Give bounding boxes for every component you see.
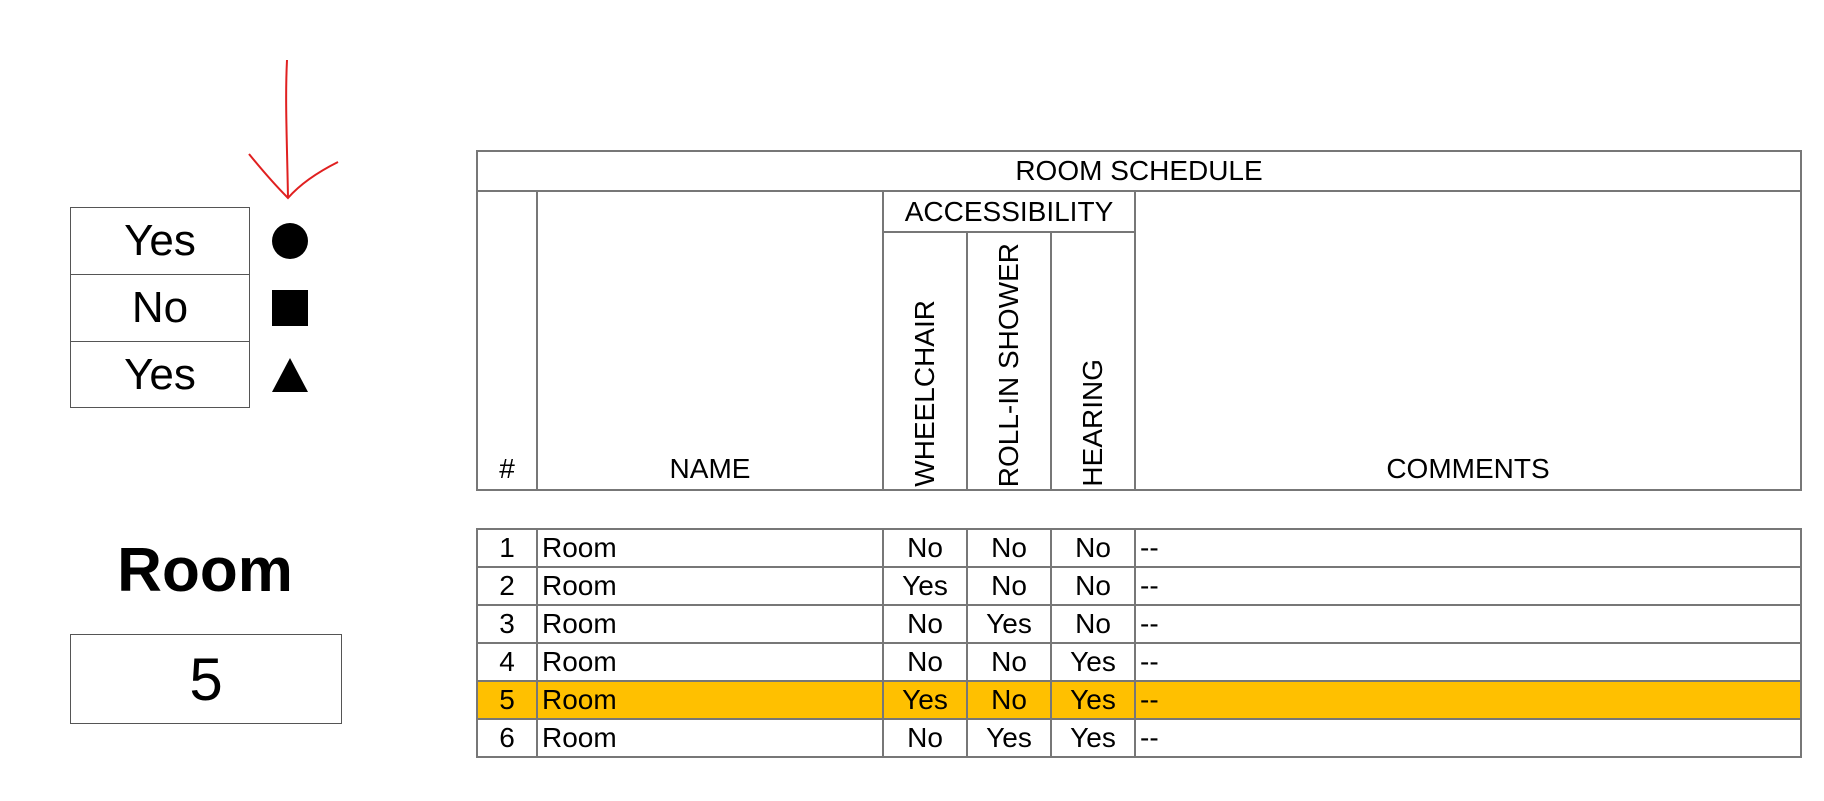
cell-number: 1 (477, 529, 537, 567)
column-header-roll-in-shower-label: ROLL-IN SHOWER (993, 242, 1024, 487)
cell-number: 4 (477, 643, 537, 681)
room-tag-title: Room (117, 536, 293, 605)
column-header-roll-in-shower (967, 232, 1051, 490)
cell-wheelchair: No (883, 719, 967, 757)
room-number-value: 5 (189, 645, 223, 713)
legend (70, 207, 250, 408)
table-row-selected[interactable] (477, 681, 1801, 719)
column-header-name: NAME (537, 191, 883, 490)
cell-name: Room (537, 567, 883, 605)
cell-roll-in-shower: No (967, 643, 1051, 681)
cell-comments: -- (1135, 529, 1801, 567)
cell-name: Room (537, 605, 883, 643)
legend-label: Yes (124, 349, 196, 399)
schedule-body (476, 528, 1802, 758)
cell-name: Room (537, 719, 883, 757)
cell-roll-in-shower: Yes (967, 605, 1051, 643)
cell-hearing: No (1051, 567, 1135, 605)
cell-name: Room (537, 681, 883, 719)
cell-comments: -- (1135, 681, 1801, 719)
cell-hearing: Yes (1051, 719, 1135, 757)
table-row[interactable] (477, 567, 1801, 605)
cell-comments: -- (1135, 567, 1801, 605)
cell-hearing: Yes (1051, 681, 1135, 719)
column-header-wheelchair-label: WHEELCHAIR (909, 300, 940, 487)
cell-hearing: Yes (1051, 643, 1135, 681)
table-row[interactable] (477, 529, 1801, 567)
cell-name: Room (537, 643, 883, 681)
cell-number: 6 (477, 719, 537, 757)
column-header-hearing (1051, 232, 1135, 490)
cell-roll-in-shower: No (967, 567, 1051, 605)
cell-wheelchair: Yes (883, 567, 967, 605)
column-header-comments: COMMENTS (1135, 191, 1801, 490)
cell-wheelchair: No (883, 605, 967, 643)
cell-number: 3 (477, 605, 537, 643)
cell-roll-in-shower: No (967, 529, 1051, 567)
table-row[interactable] (477, 605, 1801, 643)
table-row[interactable] (477, 643, 1801, 681)
legend-row-yes-2 (70, 341, 250, 408)
column-header-number: # (477, 191, 537, 490)
cell-wheelchair: No (883, 643, 967, 681)
circle-icon (271, 222, 309, 260)
square-icon (271, 289, 309, 327)
cell-hearing: No (1051, 605, 1135, 643)
column-header-wheelchair (883, 232, 967, 490)
table-row[interactable] (477, 719, 1801, 757)
column-header-hearing-label: HEARING (1077, 359, 1108, 487)
cell-roll-in-shower: No (967, 681, 1051, 719)
schedule-header (476, 150, 1802, 491)
cell-number: 5 (477, 681, 537, 719)
legend-row-no (70, 274, 250, 341)
cell-hearing: No (1051, 529, 1135, 567)
cell-name: Room (537, 529, 883, 567)
legend-label: No (131, 283, 189, 332)
cell-wheelchair: No (883, 529, 967, 567)
legend-row-yes (70, 207, 250, 274)
column-group-accessibility: ACCESSIBILITY (883, 191, 1135, 232)
cell-comments: -- (1135, 643, 1801, 681)
room-tag-number (70, 634, 342, 724)
cell-number: 2 (477, 567, 537, 605)
cell-comments: -- (1135, 605, 1801, 643)
cell-wheelchair: Yes (883, 681, 967, 719)
legend-label: Yes (124, 216, 196, 265)
cell-roll-in-shower: Yes (967, 719, 1051, 757)
schedule-title: ROOM SCHEDULE (477, 151, 1801, 191)
cell-comments: -- (1135, 719, 1801, 757)
triangle-icon (271, 356, 309, 394)
